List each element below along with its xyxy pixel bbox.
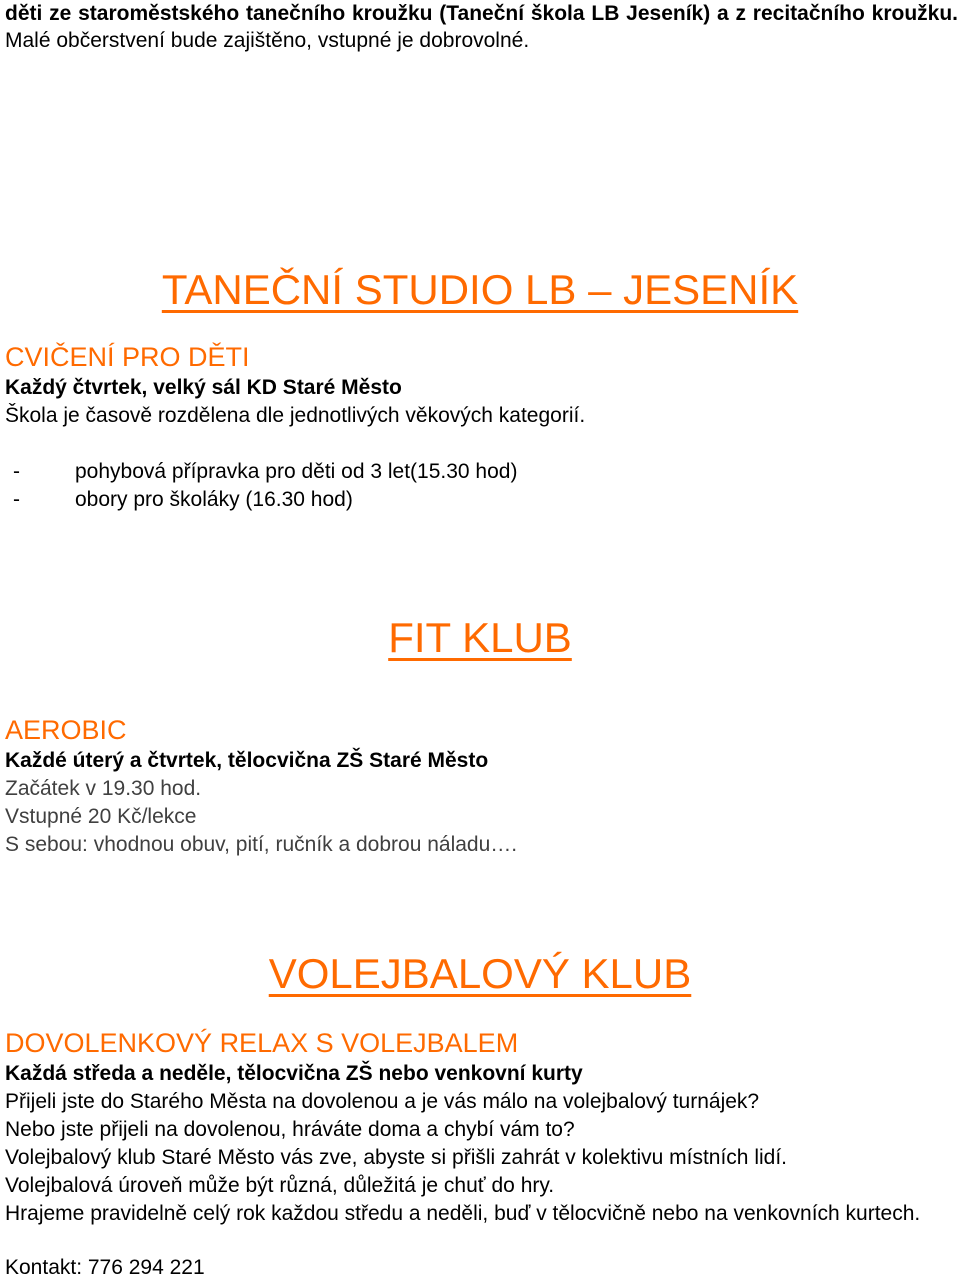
volleyball-contact: Kontakt: 776 294 221 <box>5 1256 205 1279</box>
fit-subtitle: AEROBIC <box>5 715 127 745</box>
dance-description: Škola je časově rozdělena dle jednotlivých věkových kategorií. <box>5 404 586 427</box>
fit-fee: Vstupné 20 Kč/lekce <box>5 805 197 828</box>
volleyball-schedule: Každá středa a neděle, tělocvična ZŠ nebo venkovní kurty <box>5 1062 583 1085</box>
dance-list-item-text: pohybová přípravka pro děti od 3 let(15.30 hod) <box>75 460 518 483</box>
volleyball-title: VOLEJBALOVÝ KLUB <box>268 950 692 997</box>
volleyball-paragraph: Přijeli jste do Starého Města na dovolenou a je vás málo na volejbalový turnájek? <box>5 1090 760 1113</box>
intro-text: Malé občerstvení bude zajištěno, vstupné je dobrovolné. <box>5 29 530 52</box>
volleyball-paragraph: Hrajeme pravidelně celý rok každou středu a neděli, buď v tělocvičně nebo na venkovních kurtech. <box>5 1202 921 1225</box>
volleyball-paragraph: Nebo jste přijeli na dovolenou, hráváte doma a chybí vám to? <box>5 1118 575 1141</box>
fit-klub-title: FIT KLUB <box>388 614 572 661</box>
volleyball-paragraph: Volejbalová úroveň může být různá, důležitá je chuť do hry. <box>5 1174 555 1197</box>
dance-list-item <box>5 486 353 513</box>
list-dash: - <box>13 488 20 511</box>
fit-schedule: Každé úterý a čtvrtek, tělocvična ZŠ Staré Město <box>5 749 489 772</box>
dance-list-item <box>5 458 517 485</box>
list-dash: - <box>13 460 20 483</box>
fit-bring: S sebou: vhodnou obuv, pití, ručník a dobrou náladu…. <box>5 833 518 856</box>
dance-subtitle: CVIČENÍ PRO DĚTI <box>5 342 250 372</box>
volleyball-subtitle: DOVOLENKOVÝ RELAX S VOLEJBALEM <box>5 1028 519 1058</box>
dance-schedule: Každý čtvrtek, velký sál KD Staré Město <box>5 376 402 399</box>
intro-paragraph <box>5 0 958 54</box>
fit-start-time: Začátek v 19.30 hod. <box>5 777 202 800</box>
intro-bold-text: děti ze staroměstského tanečního kroužku (Taneční škola LB Jeseník) a z recitačního kroužku. <box>5 2 958 25</box>
volleyball-paragraph: Volejbalový klub Staré Město vás zve, abyste si přišli zahrát v kolektivu místních lidí. <box>5 1146 787 1169</box>
dance-studio-title: TANEČNÍ STUDIO LB – JESENÍK <box>161 266 799 313</box>
dance-list-item-text: obory pro školáky (16.30 hod) <box>75 488 353 511</box>
